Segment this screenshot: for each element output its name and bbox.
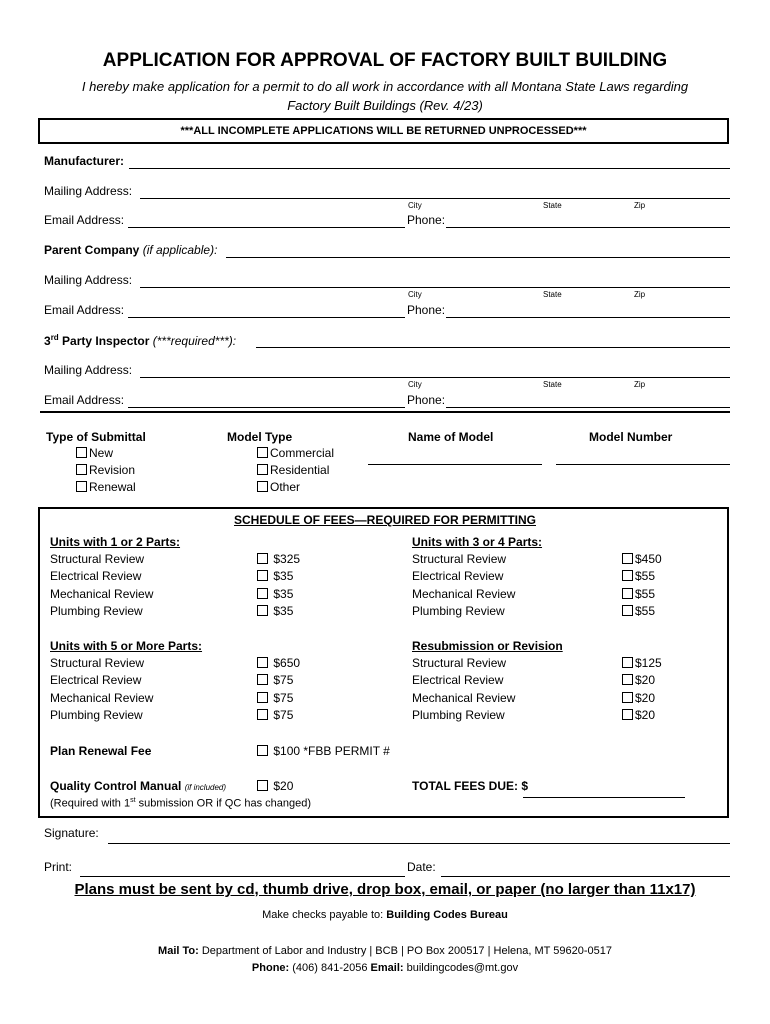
inspector-label: 3rd Party Inspector (***required***):: [44, 333, 237, 348]
city-caption: City: [408, 380, 422, 389]
manufacturer-email-field[interactable]: [128, 227, 405, 228]
fee-item-label: Structural Review: [50, 552, 145, 566]
state-caption: State: [543, 201, 562, 210]
fee-item-label: Plumbing Review: [412, 708, 505, 722]
plans-submission-note: Plans must be sent by cd, thumb drive, drop box, email, or paper (no larger than 11x17): [74, 881, 696, 898]
model-name-label: Name of Model: [408, 430, 494, 444]
parent-mailing-field[interactable]: [140, 287, 730, 288]
manufacturer-mailing-field[interactable]: [140, 198, 730, 199]
parent-email-field[interactable]: [128, 317, 405, 318]
mail-to-address: Mail To: Department of Labor and Industry | BCB | PO Box 200517 | Helena, MT 59620-0517: [158, 945, 612, 957]
checkbox[interactable]: [257, 553, 268, 564]
model-number-field[interactable]: [556, 464, 730, 465]
manufacturer-phone-field[interactable]: [446, 227, 730, 228]
submittal-revision-option[interactable]: Revision: [76, 463, 135, 477]
state-caption: State: [543, 290, 562, 299]
fee-option[interactable]: $20: [622, 673, 655, 687]
zip-caption: Zip: [634, 380, 646, 389]
checkbox[interactable]: [257, 657, 268, 668]
checkbox[interactable]: [622, 588, 633, 599]
date-field[interactable]: [441, 876, 730, 877]
submittal-type-label: Type of Submittal: [46, 430, 146, 444]
fee-option[interactable]: $20: [622, 691, 655, 705]
inspector-phone-label: Phone:: [407, 393, 446, 407]
checkbox[interactable]: [622, 709, 633, 720]
model-type-label: Model Type: [227, 430, 293, 444]
group-5-plus-parts-title: Units with 5 or More Parts:: [50, 639, 203, 653]
fee-option[interactable]: $35: [257, 587, 293, 601]
parent-company-label: Parent Company (if applicable):: [44, 243, 218, 257]
checkbox[interactable]: [257, 745, 268, 756]
manufacturer-phone-label: Phone:: [407, 213, 446, 227]
checkbox[interactable]: [622, 553, 633, 564]
checkbox[interactable]: [257, 605, 268, 616]
fee-item-label: Electrical Review: [412, 673, 504, 687]
form-subtitle: I hereby make application for a permit to do all work in accordance with all Montana State Laws regarding Factory Built Buildings (Rev. 4/23): [81, 79, 689, 113]
contact-info: Phone: (406) 841-2056 Email: buildingcodes@mt.gov: [251, 962, 519, 974]
model-other-option[interactable]: Other: [257, 480, 300, 494]
inspector-mailing-field[interactable]: [140, 377, 730, 378]
inspector-email-label: Email Address:: [44, 393, 125, 407]
fee-item-label: Structural Review: [412, 656, 507, 670]
checks-payable-note: Make checks payable to: Building Codes Bureau: [262, 909, 508, 921]
fee-item-label: Mechanical Review: [412, 587, 516, 601]
date-label: Date:: [407, 860, 436, 874]
fee-option[interactable]: $75: [257, 691, 293, 705]
model-number-label: Model Number: [589, 430, 673, 444]
checkbox[interactable]: [257, 447, 268, 458]
fee-option[interactable]: $20: [622, 708, 655, 722]
parent-email-label: Email Address:: [44, 303, 125, 317]
checkbox[interactable]: [257, 692, 268, 703]
fee-item-label: Electrical Review: [412, 569, 504, 583]
qc-manual-option[interactable]: $20: [257, 779, 293, 793]
submittal-renewal-option[interactable]: Renewal: [76, 480, 136, 494]
qc-manual-label: Quality Control Manual (if included): [50, 779, 227, 793]
fee-option[interactable]: $75: [257, 673, 293, 687]
total-fees-field[interactable]: [523, 797, 685, 798]
signature-label: Signature:: [44, 826, 99, 840]
fee-option[interactable]: $35: [257, 569, 293, 583]
checkbox[interactable]: [76, 447, 87, 458]
fee-item-label: Mechanical Review: [50, 587, 154, 601]
group-3-4-parts-title: Units with 3 or 4 Parts:: [412, 535, 543, 549]
checkbox[interactable]: [257, 570, 268, 581]
checkbox[interactable]: [257, 464, 268, 475]
model-name-field[interactable]: [368, 464, 542, 465]
manufacturer-mailing-label: Mailing Address:: [44, 184, 133, 198]
checkbox[interactable]: [257, 780, 268, 791]
checkbox[interactable]: [622, 692, 633, 703]
checkbox[interactable]: [622, 674, 633, 685]
fee-schedule-title: SCHEDULE OF FEES—REQUIRED FOR PERMITTING: [233, 513, 536, 527]
total-fees-label: TOTAL FEES DUE: $: [412, 779, 529, 793]
fee-option[interactable]: $325: [257, 552, 300, 566]
manufacturer-field[interactable]: [129, 168, 730, 169]
parent-company-field[interactable]: [226, 257, 730, 258]
inspector-phone-field[interactable]: [446, 407, 730, 408]
fee-item-label: Plumbing Review: [50, 604, 143, 618]
inspector-email-field[interactable]: [128, 407, 405, 408]
fee-option[interactable]: $75: [257, 708, 293, 722]
fee-item-label: Plumbing Review: [412, 604, 505, 618]
fee-item-label: Electrical Review: [50, 673, 142, 687]
manufacturer-email-label: Email Address:: [44, 213, 125, 227]
checkbox[interactable]: [622, 605, 633, 616]
model-residential-option[interactable]: Residential: [257, 463, 329, 477]
parent-mailing-label: Mailing Address:: [44, 273, 133, 287]
group-1-2-parts-title: Units with 1 or 2 Parts:: [50, 535, 181, 549]
city-caption: City: [408, 290, 422, 299]
parent-phone-field[interactable]: [446, 317, 730, 318]
fee-item-label: Mechanical Review: [412, 691, 516, 705]
checkbox[interactable]: [76, 481, 87, 492]
resubmission-title: Resubmission or Revision: [412, 639, 563, 653]
state-caption: State: [543, 380, 562, 389]
section-divider: [40, 411, 730, 413]
submittal-new-option[interactable]: New: [76, 446, 113, 460]
qc-requirement-note: (Required with 1st submission OR if QC has changed): [50, 797, 312, 810]
fee-item-label: Mechanical Review: [50, 691, 154, 705]
fee-option[interactable]: $55: [622, 604, 655, 618]
zip-caption: Zip: [634, 290, 646, 299]
fee-item-label: Structural Review: [50, 656, 145, 670]
zip-caption: Zip: [634, 201, 646, 210]
form-title: APPLICATION FOR APPROVAL OF FACTORY BUILT BUILDING: [102, 50, 668, 71]
inspector-field[interactable]: [256, 347, 730, 348]
checkbox[interactable]: [76, 464, 87, 475]
parent-phone-label: Phone:: [407, 303, 446, 317]
fee-option[interactable]: $35: [257, 604, 293, 618]
fee-option[interactable]: $55: [622, 569, 655, 583]
inspector-mailing-label: Mailing Address:: [44, 363, 133, 377]
incomplete-warning: ***ALL INCOMPLETE APPLICATIONS WILL BE RETURNED UNPROCESSED***: [38, 118, 729, 144]
checkbox[interactable]: [622, 657, 633, 668]
model-commercial-option[interactable]: Commercial: [257, 446, 334, 460]
checkbox[interactable]: [257, 481, 268, 492]
city-caption: City: [408, 201, 422, 210]
checkbox[interactable]: [257, 588, 268, 599]
fee-item-label: Structural Review: [412, 552, 507, 566]
print-label: Print:: [44, 860, 73, 874]
checkbox[interactable]: [257, 709, 268, 720]
print-field[interactable]: [80, 876, 405, 877]
fee-item-label: Electrical Review: [50, 569, 142, 583]
fee-option[interactable]: $450: [622, 552, 662, 566]
checkbox[interactable]: [622, 570, 633, 581]
checkbox[interactable]: [257, 674, 268, 685]
fee-option[interactable]: $55: [622, 587, 655, 601]
signature-field[interactable]: [108, 843, 730, 844]
fee-option[interactable]: $650: [257, 656, 300, 670]
plan-renewal-label: Plan Renewal Fee: [50, 744, 152, 758]
manufacturer-label: Manufacturer:: [44, 154, 125, 168]
fee-item-label: Plumbing Review: [50, 708, 143, 722]
fee-option[interactable]: $125: [622, 656, 662, 670]
plan-renewal-option[interactable]: $100 *FBB PERMIT #: [257, 744, 390, 758]
